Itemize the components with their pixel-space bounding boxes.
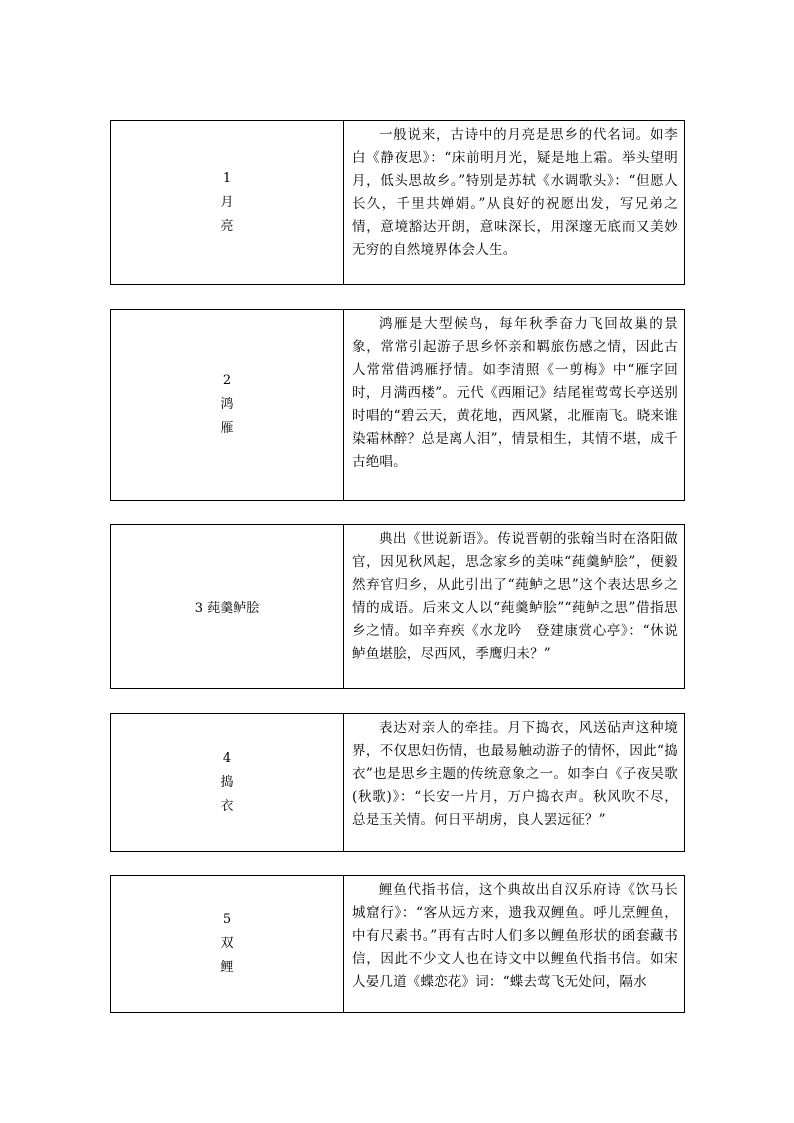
entry-char: 亮 bbox=[220, 218, 234, 234]
entry-moon bbox=[110, 120, 685, 285]
entry-label-cell bbox=[111, 121, 344, 284]
entry-label bbox=[220, 369, 233, 441]
entry-label bbox=[220, 908, 233, 980]
entry-pounding-clothes bbox=[110, 713, 685, 852]
entry-label-cell bbox=[111, 310, 344, 500]
entry-char: 捣 bbox=[220, 774, 234, 790]
entry-label-cell bbox=[111, 876, 344, 1012]
entry-label-cell bbox=[111, 714, 344, 851]
entry-text: 表达对亲人的牵挂。月下捣衣，风送砧声这种境界，不仅思妇伤情，也最易触动游子的情怀，因此“捣衣”也是思乡主题的传统意象之一。如李白《子夜吴歌(秋歌)》：“长安一片月，万户捣衣声。秋风吹不尽，总是玉关情。何日平胡虏，良人罢远征？” bbox=[352, 720, 678, 828]
entry-number: 1 bbox=[222, 170, 232, 186]
entry-number: 5 bbox=[222, 912, 232, 927]
entry-text-cell bbox=[344, 310, 684, 500]
entry-double-carp bbox=[110, 875, 685, 1013]
entry-wild-goose bbox=[110, 309, 685, 501]
entry-label-cell bbox=[111, 525, 344, 688]
entry-label bbox=[220, 747, 233, 819]
entry-char: 鲤 bbox=[220, 960, 234, 975]
entry-number: 2 bbox=[222, 373, 232, 388]
entry-text: 典出《世说新语》。传说晋朝的张翰当时在洛阳做官，因见秋风起，思念家乡的美味“莼羹鲈脍”，便毅然弃官归乡，从此引出了“莼鲈之思”这个表达思乡之情的成语。后来文人以“莼羹鲈脍”“莼鲈之思”借指思乡之情。如辛弃疾《水龙吟 登建康赏心亭》：“休说鲈鱼堪脍，尽西风，季鹰归未？” bbox=[352, 531, 678, 662]
entry-text: 鲤鱼代指书信，这个典故出自汉乐府诗《饮马长城窟行》：“客从远方来，遗我双鲤鱼。呼儿烹鲤鱼，中有尺素书。”再有古时人们多以鲤鱼形状的函套藏书信，因此不少文人也在诗文中以鲤鱼代指书信。如宋人晏几道《蝶恋花》词：“蝶去莺飞无处问，隔水 bbox=[352, 882, 678, 990]
entry-char: 雁 bbox=[220, 421, 234, 436]
entry-water-shield-perch bbox=[110, 524, 685, 689]
entry-label bbox=[220, 167, 233, 239]
entry-text: 一般说来，古诗中的月亮是思乡的代名词。如李白《静夜思》：“床前明月光，疑是地上霜。举头望明月，低头思故乡。”特别是苏轼《水调歌头》：“但愿人长久，千里共婵娟。”从良好的祝愿出发，写兄弟之情，意境豁达开朗，意味深长，用深邃无底而又美妙无穷的自然境界体会人生。 bbox=[352, 127, 678, 258]
entry-text-cell bbox=[344, 714, 684, 851]
entry-text-cell bbox=[344, 525, 684, 688]
entry-text-cell bbox=[344, 876, 684, 1012]
entry-char: 鸿 bbox=[220, 397, 234, 412]
entry-text: 鸿雁是大型候鸟，每年秋季奋力飞回故巢的景象，常常引起游子思乡怀亲和羁旅伤感之情，因此古人常常借鸿雁抒情。如李清照《一剪梅》中“雁字回时，月满西楼”。元代《西厢记》结尾崔莺莺长亭送别时唱的“碧云天，黄花地，西风紧，北雁南飞。晓来谁染霜林醉？总是离人泪”，情景相生，其情不堪，成千古绝唱。 bbox=[352, 316, 678, 470]
entry-label: 3 莼羹鲈脍 bbox=[194, 601, 260, 616]
entry-char: 双 bbox=[220, 936, 234, 951]
entry-text-cell bbox=[344, 121, 684, 284]
entry-char: 月 bbox=[220, 194, 234, 210]
entry-number: 4 bbox=[222, 750, 232, 766]
entry-char: 衣 bbox=[220, 798, 234, 814]
